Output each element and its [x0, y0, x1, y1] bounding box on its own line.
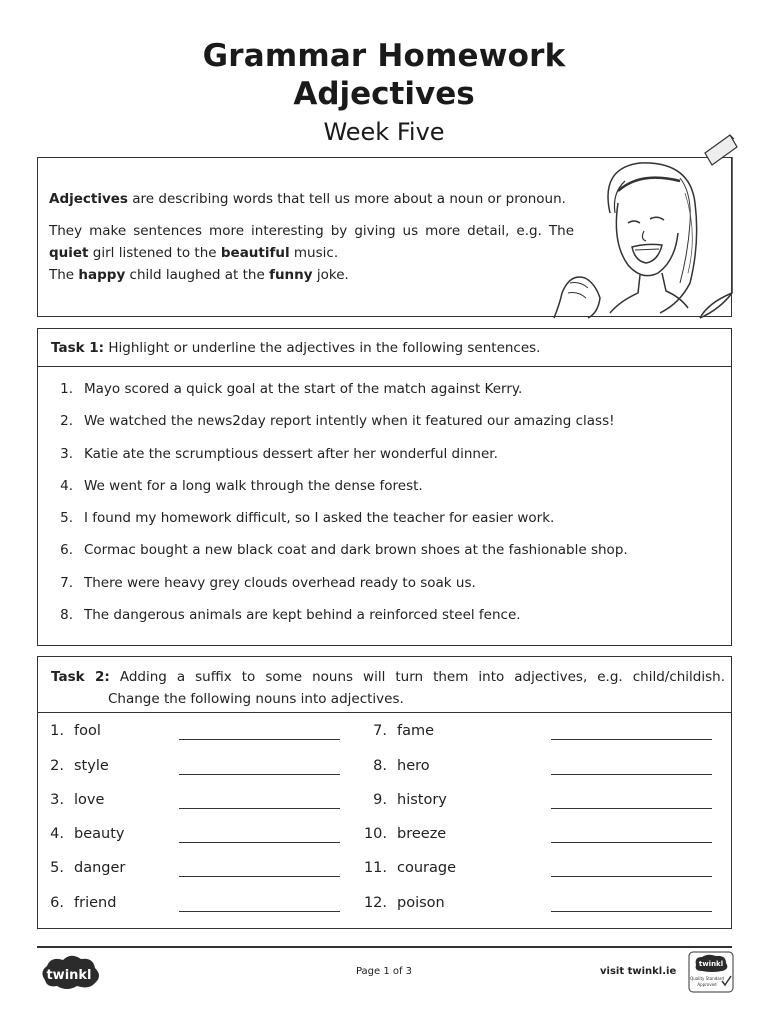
- sentence-item: [38, 446, 731, 478]
- task2-line1: [51, 666, 725, 688]
- sentence-list: [38, 381, 731, 639]
- answer-line[interactable]: [551, 876, 712, 877]
- sentence-item: [38, 413, 731, 445]
- sentence-item: [38, 575, 731, 607]
- noun-word: hero: [397, 758, 430, 774]
- example-text: child laughed at the: [125, 267, 270, 283]
- footer-divider: [37, 946, 732, 948]
- sentence-text: Mayo scored a quick goal at the start of the match against Kerry.: [84, 381, 523, 397]
- sentence-text: I found my homework difficult, so I asked the teacher for easier work.: [84, 510, 555, 527]
- example-text: music.: [289, 245, 339, 261]
- example-adjective: beautiful: [220, 245, 290, 261]
- noun-word: poison: [397, 895, 445, 911]
- task1-box: [37, 328, 732, 646]
- example-line-2: [49, 264, 574, 286]
- noun-number: 2.: [50, 758, 64, 774]
- noun-row: [360, 860, 730, 880]
- visit-link[interactable]: visit twinkl.ie: [600, 966, 677, 977]
- noun-number: 12.: [363, 895, 387, 911]
- answer-line[interactable]: [551, 842, 712, 843]
- noun-number: 9.: [373, 792, 387, 808]
- sentence-number: 7.: [60, 574, 73, 591]
- task1-header: [38, 329, 731, 367]
- noun-word: courage: [397, 860, 457, 876]
- sentence-item: [38, 607, 731, 639]
- sentence-number: 1.: [60, 381, 73, 397]
- noun-number: 3.: [50, 792, 64, 808]
- task2-box: [37, 656, 732, 929]
- noun-row: [38, 723, 408, 743]
- answer-line[interactable]: [551, 808, 712, 809]
- noun-number: 10.: [363, 826, 387, 842]
- answer-line[interactable]: [551, 774, 712, 775]
- noun-word: beauty: [74, 826, 125, 842]
- noun-row: [360, 758, 730, 778]
- noun-row: [38, 758, 408, 778]
- quality-badge-icon: [688, 951, 734, 993]
- page-subtitle: Week Five: [323, 118, 445, 146]
- sentence-text: There were heavy grey clouds overhead ready to soak us.: [84, 574, 476, 591]
- answer-line[interactable]: [179, 739, 340, 740]
- noun-number: 1.: [50, 723, 64, 739]
- noun-number: 5.: [50, 860, 64, 876]
- example-adjective: quiet: [49, 245, 89, 261]
- noun-word: friend: [74, 895, 117, 911]
- sentence-text: We went for a long walk through the dense forest.: [84, 477, 423, 494]
- sentence-number: 6.: [60, 542, 73, 559]
- noun-row: [38, 792, 408, 812]
- page-number: Page 1 of 3: [355, 966, 413, 977]
- noun-number: 6.: [50, 895, 64, 911]
- noun-row: [38, 826, 408, 846]
- task2-instruction-line2: Change the following nouns into adjectives.: [108, 691, 404, 707]
- badge-line1: Quality Standard: [690, 976, 724, 981]
- example-adjective: funny: [269, 267, 313, 283]
- noun-row: [360, 826, 730, 846]
- example-adjective: happy: [78, 267, 126, 283]
- sentence-item: [38, 381, 731, 413]
- noun-row: [38, 860, 408, 880]
- sentence-item: [38, 542, 731, 574]
- sentence-text: Cormac bought a new black coat and dark brown shoes at the fashionable shop.: [84, 542, 628, 559]
- badge-brand-text: twinkl: [698, 960, 724, 968]
- example-text: girl listened to the: [88, 245, 221, 261]
- term-adjectives: Adjectives: [49, 191, 128, 207]
- task1-label: Task 1:: [51, 340, 105, 356]
- answer-line[interactable]: [179, 911, 340, 912]
- intro-example: [49, 220, 574, 286]
- badge-line2: Approved: [697, 982, 717, 987]
- noun-number: 7.: [373, 723, 387, 739]
- noun-row: [360, 723, 730, 743]
- sentence-number: 2.: [60, 413, 73, 430]
- noun-word: fool: [74, 723, 101, 739]
- answer-line[interactable]: [179, 774, 340, 775]
- sentence-item: [38, 478, 731, 510]
- noun-number: 11.: [363, 860, 387, 876]
- sentence-number: 5.: [60, 510, 73, 527]
- noun-word: history: [397, 792, 447, 808]
- sentence-text: Katie ate the scrumptious dessert after her wonderful dinner.: [84, 445, 498, 462]
- page-title: Grammar Homework: [202, 38, 566, 74]
- logo-text: twinkl: [46, 968, 92, 983]
- noun-row: [360, 895, 730, 915]
- task1-instruction: Highlight or underline the adjectives in the following sentences.: [104, 340, 541, 356]
- noun-row: [38, 895, 408, 915]
- example-text: joke.: [312, 267, 349, 283]
- noun-number: 8.: [373, 758, 387, 774]
- page-title-topic: Adjectives: [293, 76, 475, 112]
- noun-word: fame: [397, 723, 435, 739]
- answer-line[interactable]: [179, 808, 340, 809]
- sentence-number: 8.: [60, 607, 73, 624]
- answer-line[interactable]: [179, 876, 340, 877]
- noun-word: danger: [74, 860, 126, 876]
- task2-instruction: Adding a suffix to some nouns will turn them into adjectives, e.g. child/childish.: [119, 669, 725, 685]
- answer-line[interactable]: [551, 911, 712, 912]
- task2-label: Task 2:: [51, 669, 110, 685]
- answer-line[interactable]: [551, 739, 712, 740]
- noun-word: love: [74, 792, 105, 808]
- sentence-text: The dangerous animals are kept behind a reinforced steel fence.: [84, 607, 521, 624]
- sentence-text: We watched the news2day report intently when it featured our amazing class!: [84, 413, 615, 430]
- example-text: The: [49, 267, 79, 283]
- noun-word: style: [74, 758, 109, 774]
- laughing-girl-illustration: [540, 133, 740, 323]
- noun-word: breeze: [397, 826, 447, 842]
- noun-row: [360, 792, 730, 812]
- sentence-number: 4.: [60, 477, 73, 494]
- sentence-number: 3.: [60, 445, 73, 462]
- sentence-item: [38, 510, 731, 542]
- answer-line[interactable]: [179, 842, 340, 843]
- definition-text: are describing words that tell us more about a noun or pronoun.: [127, 191, 566, 207]
- intro-definition: [49, 188, 619, 210]
- example-text: They make sentences more interesting by giving us more detail, e.g. The: [49, 223, 574, 239]
- noun-number: 4.: [50, 826, 64, 842]
- task2-header: [38, 657, 731, 713]
